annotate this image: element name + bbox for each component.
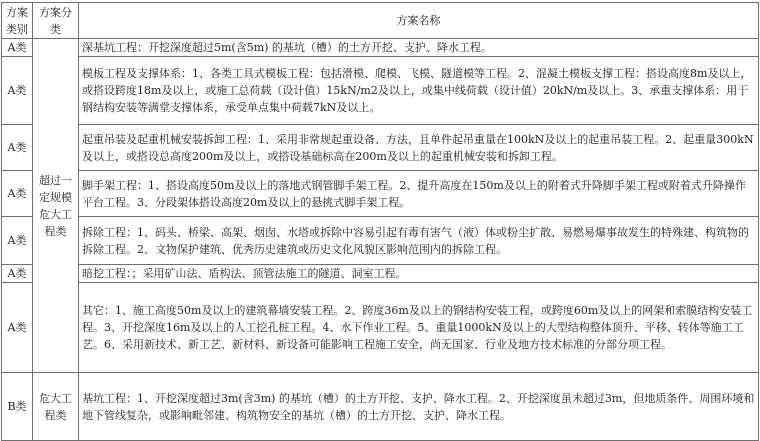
table-row <box>2 125 759 171</box>
table-row <box>2 373 759 441</box>
row-name: 其它：1、施工高度50m及以上的建筑幕墙安装工程。2、跨度36m及以上的钢结构安装工程，或跨度60m及以上的网架和索膜结构安装工程。3、开挖深度16m及以上的人工挖孔桩工程。4、水下作业工程。5、重量1000kN及以上的大型结构整体顶升、平移、转体等施工工艺。6、采用新技术、新工艺、新材料、新设备可能影响工程施工安全，尚无国家、行业及地方技术标准的分部分项工程。 <box>79 283 759 373</box>
header-type: 方案分类 <box>33 3 79 39</box>
group-b-label: 危大工程类 <box>33 373 79 441</box>
row-category: A类 <box>2 283 33 373</box>
row-name: 深基坑工程：开挖深度超过5m(含5m) 的基坑（槽）的土方开挖、支护、降水工程。 <box>79 39 759 57</box>
header-name: 方案名称 <box>79 3 759 39</box>
row-name: 拆除工程：1、码头、桥梁、高架、烟囱、水塔或拆除中容易引起有毒有害气（液）体或粉尘扩散、易燃易爆事故发生的特殊建、构筑物的拆除工程。2、文物保护建筑、优秀历史建筑或历史文化风貌区影响范围内的拆除工程。 <box>79 217 759 265</box>
row-name: 暗挖工程：；采用矿山法、盾构法、顶管法施工的隧道、洞室工程。 <box>79 265 759 283</box>
group-a-label: 超过一定规模危大工程类 <box>33 39 79 373</box>
header-category: 方案类别 <box>2 3 33 39</box>
table-row <box>2 57 759 125</box>
table-row <box>2 217 759 265</box>
plan-classification-table <box>1 2 759 441</box>
row-name: 模板工程及支撑体系：1、各类工具式模板工程：包括滑模、爬模、飞模、隧道模等工程。2、混凝土模板支撑工程：搭设高度8m及以上，或搭设跨度18m及以上，或施工总荷载（设计值）15kN/m2及以上，或集中线荷载（设计值）20kN/m及以上。3、承重支撑体系：用于钢结构安装等满堂支撑体系，承受单点集中荷载7kN及以上。 <box>79 57 759 125</box>
row-name: 脚手架工程：1、搭设高度50m及以上的落地式钢管脚手架工程。2、提升高度在150m及以上的附着式升降脚手架工程或附着式升降操作平台工程。3、分段架体搭设高度20m及以上的悬挑式脚手架工程。 <box>79 171 759 217</box>
row-name: 基坑工程：1、开挖深度超过3m(含3m) 的基坑（槽）的土方开挖、支护、降水工程。2、开挖深度虽未超过3m，但地质条件、周围环境和地下管线复杂，或影响毗邻建、构筑物安全的基坑（槽）的土方开挖、支护、降水工程。 <box>79 373 759 441</box>
table-row <box>2 265 759 283</box>
table-row <box>2 171 759 217</box>
table-row <box>2 39 759 57</box>
table-row <box>2 283 759 373</box>
row-category: A类 <box>2 171 33 217</box>
row-category: A类 <box>2 265 33 283</box>
table-header-row <box>2 3 759 39</box>
row-category: A类 <box>2 57 33 125</box>
row-category: A类 <box>2 125 33 171</box>
row-category: A类 <box>2 39 33 57</box>
row-category: A类 <box>2 217 33 265</box>
row-category: B类 <box>2 373 33 441</box>
row-name: 起重吊装及起重机械安装拆卸工程：1、采用非常规起重设备、方法，且单件起吊重量在100kN及以上的起重吊装工程。2、起重量300kN及以上，或搭设总高度200m及以上，或搭设基础标高在200m及以上的起重机械安装和拆卸工程。 <box>79 125 759 171</box>
